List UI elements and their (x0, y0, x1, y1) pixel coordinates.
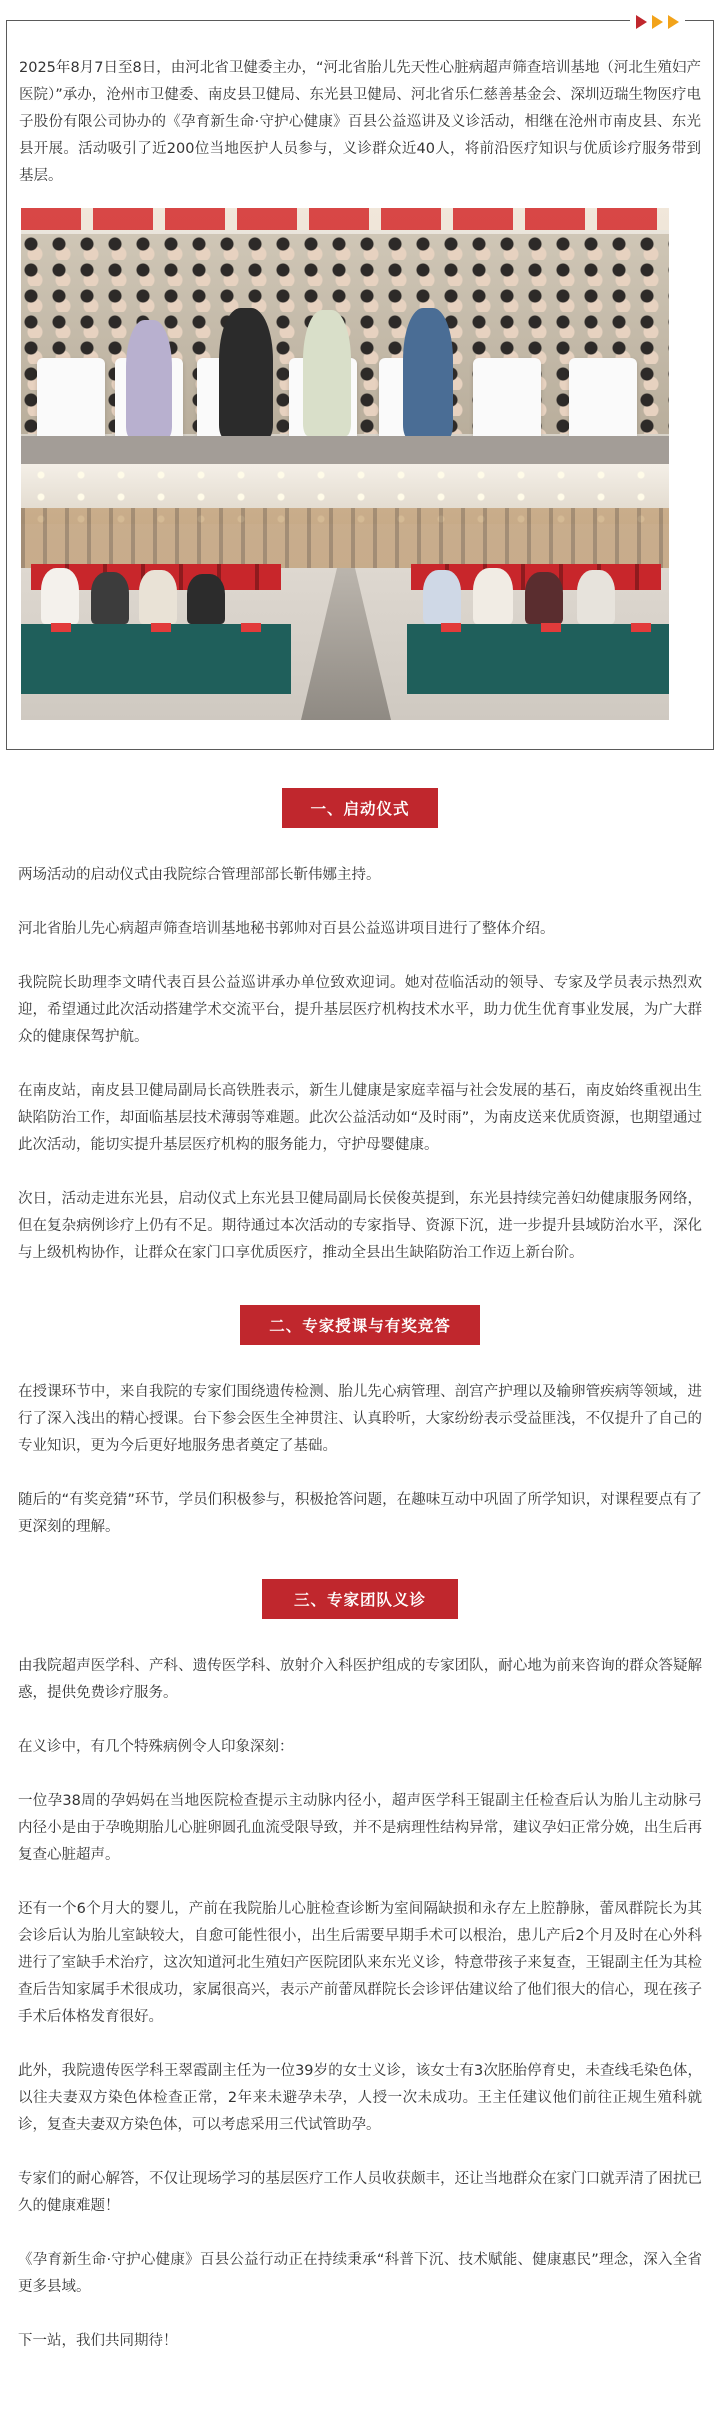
paragraph: 在南皮站，南皮县卫健局副局长高铁胜表示，新生儿健康是家庭幸福与社会发展的基石，南皮始终重视出生缺陷防治工作，却面临基层技术薄弱等难题。此次公益活动如“及时雨”，为南皮送来优质资源，也期望通过此次活动，能切实提升基层医疗机构的服务能力，守护母婴健康。 (18, 1083, 702, 1153)
section-title-clinic: 三、专家团队义诊 (262, 1579, 458, 1619)
section-title-lectures: 二、专家授课与有奖竞答 (240, 1305, 480, 1345)
paragraph: 此外，我院遗传医学科王翠霞副主任为一位39岁的女士义诊，该女士有3次胚胎停育史，未查线毛染色体，以往夫妻双方染色体检查正常，2年来未避孕未孕，人授一次未成功。王主任建议他们前往正规生殖科就诊，复查夫妻双方染色体，可以考虑采用三代试管助孕。 (18, 2063, 702, 2133)
paragraph: 还有一个6个月大的婴儿，产前在我院胎儿心脏检查诊断为室间隔缺损和永存左上腔静脉，蕾凤群院长为其会诊后认为胎儿室缺较大，自愈可能性很小，出生后需要早期手术可以根治，患儿产后2个月及时在心外科进行了室缺手术治疗，这次知道河北生殖妇产医院团队来东光义诊，特意带孩子来复查，王锟副主任为其检查后告知家属手术很成功，家属很高兴，表示产前蕾凤群院长会诊评估建议给了他们很大的信心，现在孩子手术后体格发育很好。 (18, 1901, 702, 2025)
intro-card (6, 20, 714, 750)
paragraph: 随后的“有奖竞猜”环节，学员们积极参与，积极抢答问题，在趣味互动中巩固了所学知识，对课程要点有了更深刻的理解。 (18, 1492, 702, 1535)
paragraph: 《孕育新生命·守护心健康》百县公益行动正在持续秉承“科普下沉、技术赋能、健康惠民”理念，深入全省更多县域。 (18, 2252, 702, 2295)
event-photo (21, 208, 669, 720)
paragraph: 河北省胎儿先心病超声筛查培训基地秘书郭帅对百县公益巡讲项目进行了整体介绍。 (18, 921, 555, 937)
paragraph: 一位孕38周的孕妈妈在当地医院检查提示主动脉内径小，超声医学科王锟副主任检查后认为胎儿主动脉弓内径小是由于孕晚期胎儿心脏卵圆孔血流受限导致，并不是病理性结构异常，建议孕妇正常分娩，出生后再复查心脏超声。 (18, 1793, 702, 1863)
paragraph: 次日，活动走进东光县，启动仪式上东光县卫健局副局长侯俊英提到，东光县持续完善妇幼健康服务网络，但在复杂病例诊疗上仍有不足。期待通过本次活动的专家指导、资源下沉，进一步提升县域防治水平，深化与上级机构协作，让群众在家门口享优质医疗，推动全县出生缺陷防治工作迈上新台阶。 (18, 1191, 702, 1261)
paragraph: 我院院长助理李文晴代表百县公益巡讲承办单位致欢迎词。她对莅临活动的领导、专家及学员表示热烈欢迎，希望通过此次活动搭建学术交流平台，提升基层医疗机构技术水平，助力优生优育事业发展，为广大群众的健康保驾护航。 (18, 975, 702, 1045)
paragraph: 下一站，我们共同期待！ (18, 2333, 178, 2349)
triangle-icon (668, 15, 679, 29)
triangle-icon (652, 15, 663, 29)
arrow-decoration (630, 15, 685, 29)
section-title-launch: 一、启动仪式 (282, 788, 438, 828)
paragraph: 在义诊中，有几个特殊病例令人印象深刻： (18, 1739, 294, 1755)
paragraph: 由我院超声医学科、产科、遗传医学科、放射介入科医护组成的专家团队，耐心地为前来咨询的群众答疑解惑，提供免费诊疗服务。 (18, 1658, 702, 1701)
intro-paragraph: 2025年8月7日至8日，由河北省卫健委主办，“河北省胎儿先天性心脏病超声筛查培训基地（河北生殖妇产医院）”承办，沧州市卫健委、南皮县卫健局、东光县卫健局、河北省乐仁慈善基金会、深圳迈瑞生物医疗电子股份有限公司协办的《孕育新生命·守护心健康》百县公益巡讲及义诊活动，相继在沧州市南皮县、东光县开展。活动吸引了近200位当地医护人员参与，义诊群众近40人，将前沿医疗知识与优质诊疗服务带到基层。 (19, 60, 701, 184)
paragraph: 在授课环节中，来自我院的专家们围绕遗传检测、胎儿先心病管理、剖宫产护理以及输卵管疾病等领域，进行了深入浅出的精心授课。台下参会医生全神贯注、认真聆听，大家纷纷表示受益匪浅，不仅提升了自己的专业知识，更为今后更好地服务患者奠定了基础。 (18, 1384, 702, 1454)
triangle-icon (636, 15, 647, 29)
paragraph: 专家们的耐心解答，不仅让现场学习的基层医疗工作人员收获颇丰，还让当地群众在家门口就弄清了困扰已久的健康难题！ (18, 2171, 702, 2214)
paragraph: 两场活动的启动仪式由我院综合管理部部长靳伟娜主持。 (18, 867, 381, 883)
